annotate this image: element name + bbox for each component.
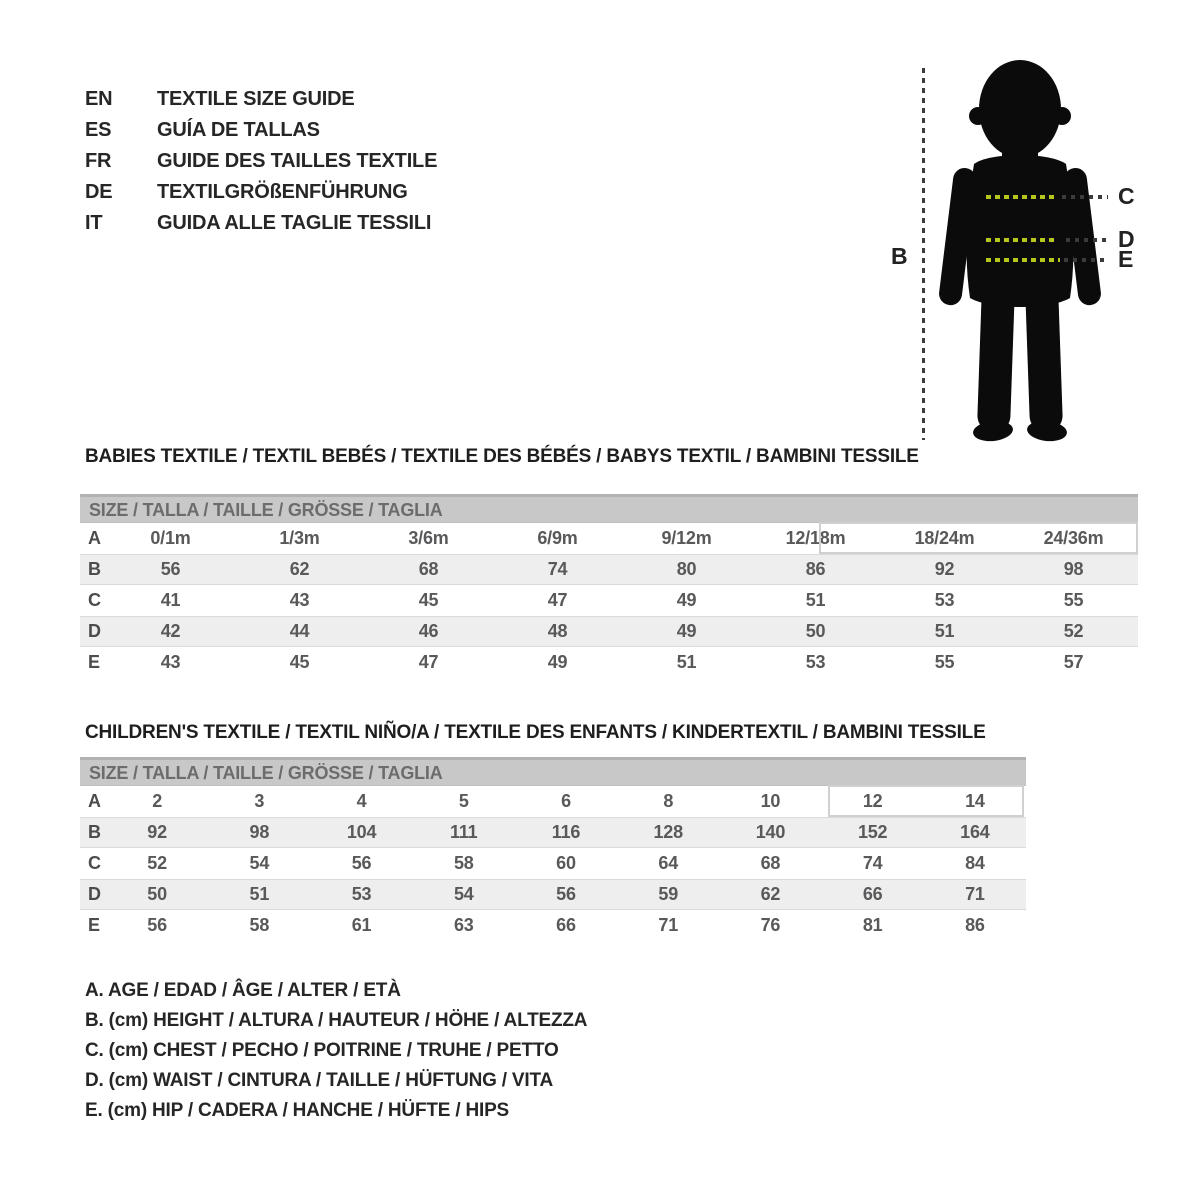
height-label: B (891, 243, 908, 269)
table-cell: 49 (547, 652, 568, 672)
language-code: FR (85, 150, 112, 172)
table-cell: 64 (658, 853, 679, 873)
table-cell: 92 (147, 822, 167, 842)
hip-measure-line (986, 258, 1060, 262)
legend-item: B. (cm) HEIGHT / ALTURA / HAUTEUR / HÖHE / ALTEZZA (85, 1010, 588, 1031)
table-cell: 53 (934, 590, 955, 610)
table-cell: 14 (965, 791, 985, 811)
row-label: D (88, 621, 101, 641)
row-label: C (88, 853, 101, 873)
waist-label: D (1118, 226, 1135, 252)
table-body (80, 523, 1138, 678)
table-row (80, 585, 1138, 616)
table-cell: 56 (147, 915, 167, 935)
guide-title: GUIDE DES TAILLES TEXTILE (157, 150, 438, 172)
table-cell: 68 (760, 853, 781, 873)
row-label: D (88, 884, 101, 904)
table-cell: 43 (160, 652, 181, 672)
table-cell: 53 (351, 884, 372, 904)
language-row (85, 84, 437, 115)
table-cell: 164 (960, 822, 990, 842)
legend-item: C. (cm) CHEST / PECHO / POITRINE / TRUHE / PETTO (85, 1040, 559, 1061)
guide-title: GUÍA DE TALLAS (157, 119, 320, 141)
table-row (80, 786, 1026, 817)
table-cell: 60 (556, 853, 576, 873)
waist-leader-line (1066, 238, 1108, 242)
table-cell: 42 (160, 621, 181, 641)
row-label: A (88, 791, 101, 811)
table-cell: 47 (547, 590, 568, 610)
table-cell: 56 (556, 884, 576, 904)
table-cell: 66 (862, 884, 883, 904)
table-cell: 48 (547, 621, 568, 641)
guide-title: TEXTILE SIZE GUIDE (157, 88, 355, 110)
table-cell: 66 (556, 915, 576, 935)
table-cell: 51 (676, 652, 697, 672)
table-cell: 45 (289, 652, 310, 672)
table-cell: 51 (934, 621, 955, 641)
table-cell: 58 (453, 853, 474, 873)
row-label: C (88, 590, 101, 610)
row-label: E (88, 915, 100, 935)
table-cell: 51 (249, 884, 270, 904)
babies-section-title: BABIES TEXTILE / TEXTIL BEBÉS / TEXTILE DES BÉBÉS / BABYS TEXTIL / BAMBINI TESSILE (85, 446, 919, 467)
table-cell: 44 (289, 621, 310, 641)
table-cell: 5 (458, 791, 469, 811)
table-cell: 71 (658, 915, 679, 935)
hip-leader-line (1064, 258, 1108, 262)
chest-measure-line (986, 195, 1054, 199)
legend-item: A. AGE / EDAD / ÂGE / ALTER / ETÀ (85, 980, 401, 1001)
table-cell: 140 (755, 822, 786, 842)
table-cell: 68 (418, 559, 439, 579)
table-row (80, 554, 1138, 585)
table-cell: 74 (547, 559, 568, 579)
table-cell: 74 (862, 853, 883, 873)
row-label: A (88, 528, 101, 548)
hip-label: E (1118, 246, 1134, 272)
language-code: EN (85, 88, 113, 110)
table-cell: 59 (658, 884, 679, 904)
table-cell: 8 (663, 791, 674, 811)
table-cell: 54 (453, 884, 474, 904)
table-cell: 6/9m (537, 528, 578, 548)
table-cell: 49 (676, 590, 697, 610)
table-cell: 58 (249, 915, 270, 935)
table-cell: 46 (418, 621, 439, 641)
table-header: SIZE / TALLA / TAILLE / GRÖSSE / TAGLIA (80, 494, 1138, 523)
table-cell: 84 (965, 853, 985, 873)
table-cell: 18/24m (914, 528, 975, 548)
table-row (80, 647, 1138, 678)
table-cell: 56 (351, 853, 372, 873)
table-cell: 86 (965, 915, 985, 935)
waist-measure-line (986, 238, 1058, 242)
table-cell: 76 (760, 915, 781, 935)
table-cell: 24/36m (1043, 528, 1104, 548)
language-row (85, 208, 437, 239)
legend-item: D. (cm) WAIST / CINTURA / TAILLE / HÜFTUNG / VITA (85, 1070, 553, 1091)
table-cell: 50 (147, 884, 167, 904)
language-code: IT (85, 212, 103, 234)
table-cell: 50 (805, 621, 826, 641)
table-cell: 52 (147, 853, 167, 873)
table-cell: 128 (653, 822, 683, 842)
legend-item: E. (cm) HIP / CADERA / HANCHE / HÜFTE / HIPS (85, 1100, 510, 1121)
table-cell: 55 (934, 652, 955, 672)
child-silhouette-icon (930, 52, 1110, 442)
table-cell: 1/3m (279, 528, 320, 548)
chest-leader-line (1062, 195, 1108, 199)
table-cell: 49 (676, 621, 697, 641)
table-cell: 71 (965, 884, 985, 904)
guide-title: TEXTILGRÖßENFÜHRUNG (157, 181, 408, 203)
table-row (80, 523, 1138, 554)
table-row (80, 848, 1026, 879)
table-body (80, 786, 1026, 941)
table-header: SIZE / TALLA / TAILLE / GRÖSSE / TAGLIA (80, 757, 1026, 786)
language-row (85, 115, 437, 146)
table-cell: 55 (1063, 590, 1084, 610)
babies-size-table (80, 494, 1138, 678)
table-cell: 6 (561, 791, 571, 811)
language-title-list (85, 84, 437, 239)
table-cell: 53 (805, 652, 826, 672)
table-cell: 43 (289, 590, 310, 610)
table-cell: 116 (551, 822, 581, 842)
table-cell: 80 (676, 559, 697, 579)
table-cell: 12 (862, 791, 883, 811)
table-cell: 63 (453, 915, 474, 935)
row-label: E (88, 652, 100, 672)
table-cell: 52 (1063, 621, 1084, 641)
children-section-title: CHILDREN'S TEXTILE / TEXTIL NIÑO/A / TEXTILE DES ENFANTS / KINDERTEXTIL / BAMBINI TESSILE (85, 722, 986, 743)
height-measure-line (922, 68, 925, 440)
table-cell: 41 (160, 590, 181, 610)
table-cell: 61 (351, 915, 372, 935)
table-cell: 98 (249, 822, 270, 842)
table-cell: 62 (760, 884, 781, 904)
table-cell: 57 (1063, 652, 1084, 672)
table-cell: 62 (289, 559, 310, 579)
guide-title: GUIDA ALLE TAGLIE TESSILI (157, 212, 432, 234)
table-cell: 152 (857, 822, 888, 842)
table-cell: 4 (356, 791, 367, 811)
table-cell: 3 (254, 791, 265, 811)
row-label: B (88, 822, 101, 842)
language-row (85, 177, 437, 208)
table-cell: 86 (805, 559, 826, 579)
table-cell: 47 (418, 652, 439, 672)
language-code: DE (85, 181, 113, 203)
table-row (80, 817, 1026, 848)
table-cell: 2 (152, 791, 163, 811)
table-row (80, 910, 1026, 941)
table-cell: 56 (160, 559, 181, 579)
row-label: B (88, 559, 101, 579)
table-cell: 3/6m (408, 528, 449, 548)
table-cell: 0/1m (150, 528, 191, 548)
table-cell: 81 (862, 915, 883, 935)
table-cell: 54 (249, 853, 270, 873)
table-row (80, 616, 1138, 647)
chest-label: C (1118, 183, 1135, 209)
language-row (85, 146, 437, 177)
table-cell: 45 (418, 590, 439, 610)
table-cell: 111 (450, 822, 478, 842)
table-cell: 9/12m (661, 528, 712, 548)
children-size-table (80, 757, 1026, 941)
table-cell: 12/18m (785, 528, 846, 548)
measurement-legend (85, 976, 587, 1126)
table-cell: 10 (760, 791, 781, 811)
table-cell: 104 (346, 822, 377, 842)
language-code: ES (85, 119, 112, 141)
table-row (80, 879, 1026, 910)
table-cell: 51 (805, 590, 826, 610)
table-cell: 92 (934, 559, 955, 579)
table-cell: 98 (1063, 559, 1084, 579)
